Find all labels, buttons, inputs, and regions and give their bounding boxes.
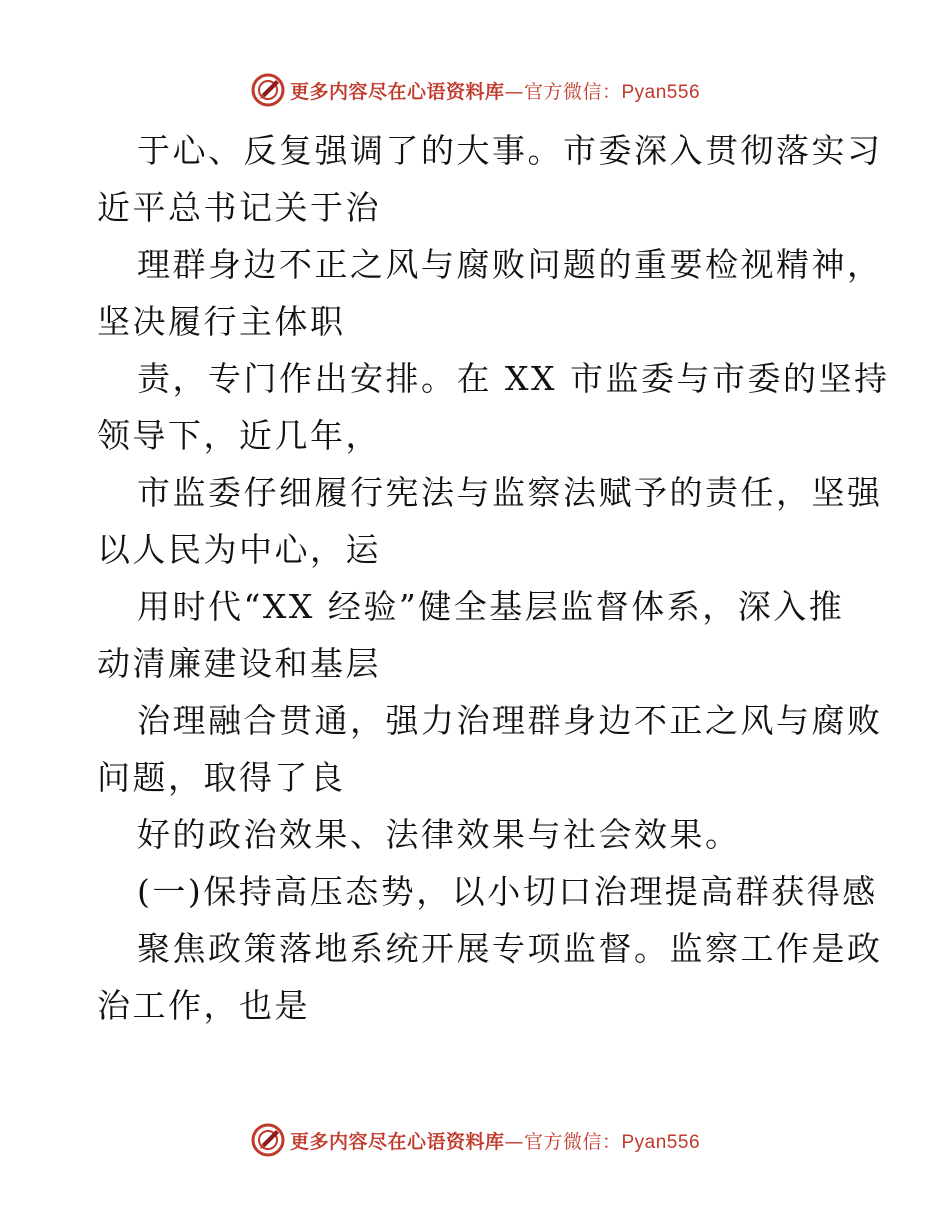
- text-line: 治工作，也是: [97, 986, 310, 1025]
- text-line: 聚焦政策落地系统开展专项监督。监察工作是政: [137, 929, 883, 968]
- watermark-title: 更多内容尽在心语资料库: [289, 1130, 505, 1153]
- library-logo-icon: [250, 1122, 286, 1158]
- text-line: 领导下，近几年，: [97, 416, 381, 455]
- text-line: 近平总书记关于治: [97, 188, 381, 227]
- text-line: 以人民为中心，运: [97, 530, 381, 569]
- watermark-title: 更多内容尽在心语资料库: [289, 80, 505, 103]
- watermark-wechat-label: 官方微信：: [523, 80, 622, 103]
- watermark-wechat-label: 官方微信：: [523, 1130, 622, 1153]
- watermark-separator: —: [504, 1130, 524, 1153]
- text-line: 坚决履行主体职: [97, 302, 346, 341]
- text-line: 问题，取得了良: [97, 758, 346, 797]
- text-line: 市监委仔细履行宪法与监察法赋予的责任，坚强: [137, 473, 883, 512]
- watermark-wechat-id: Pyan556: [621, 1131, 701, 1153]
- text-line: 用时代“XX 经验”健全基层监督体系，深入推: [137, 587, 845, 626]
- text-line: 动清廉建设和基层: [97, 644, 381, 683]
- text-line: 于心、反复强调了的大事。市委深入贯彻落实习: [137, 131, 883, 170]
- header-watermark: [0, 70, 950, 110]
- document-body: [97, 122, 890, 1034]
- watermark-separator: —: [504, 80, 524, 103]
- text-line: 责，专门作出安排。在 XX 市监委与市委的坚持: [137, 359, 890, 398]
- text-line: 理群身边不正之风与腐败问题的重要检视精神，: [137, 245, 883, 284]
- library-logo-icon: [250, 72, 286, 108]
- watermark-wechat-id: Pyan556: [621, 81, 701, 103]
- text-line: 好的政治效果、法律效果与社会效果。: [137, 815, 741, 854]
- section-heading: (一)保持高压态势，以小切口治理提高群获得感: [137, 872, 878, 911]
- text-line: 治理融合贯通，强力治理群身边不正之风与腐败: [137, 701, 883, 740]
- footer-watermark: [0, 1120, 950, 1160]
